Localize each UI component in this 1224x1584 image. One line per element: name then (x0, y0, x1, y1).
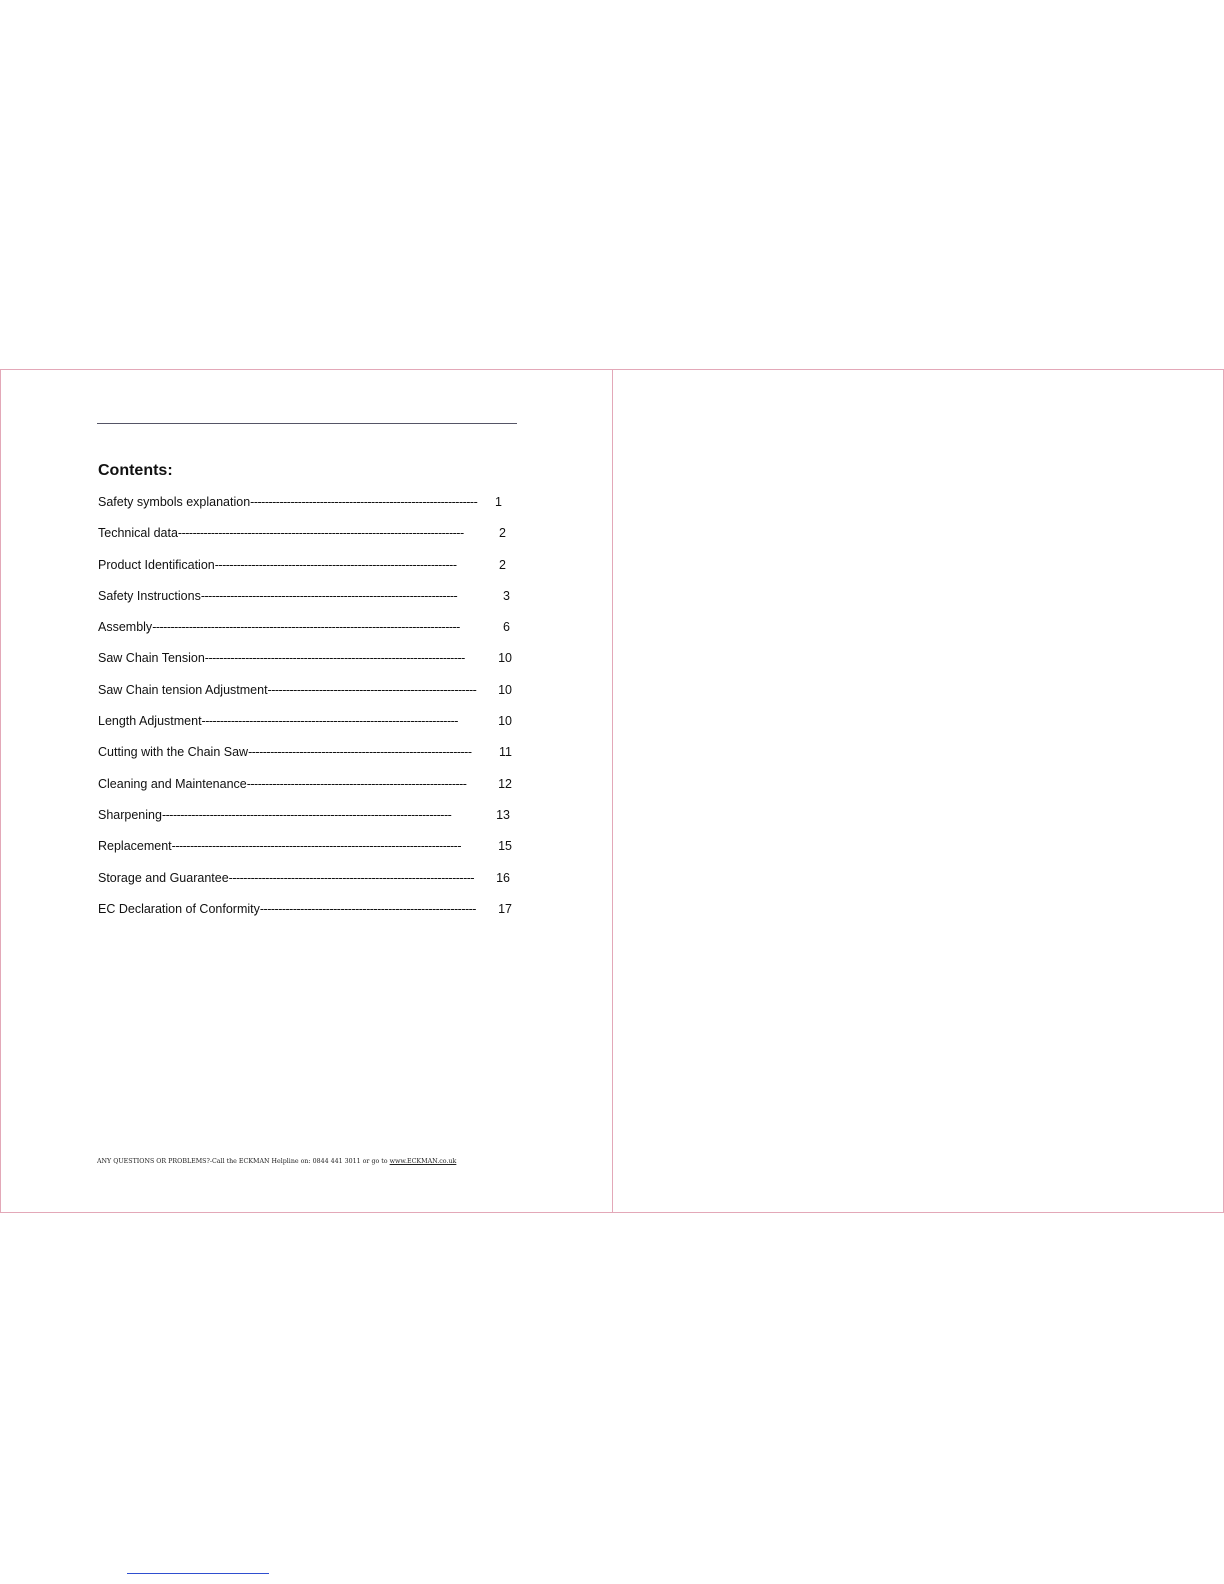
toc-entry-title: Assembly (98, 620, 153, 635)
toc-entry (98, 494, 502, 525)
toc-entry-page-number: 12 (498, 776, 512, 791)
left-page (0, 369, 613, 1213)
toc-entry-title: EC Declaration of Conformity (98, 901, 260, 916)
toc-entry-leader: -------------------------------------------------------------- (250, 495, 478, 509)
toc-entry (98, 744, 512, 775)
toc-entry-title: Saw Chain Tension (98, 651, 205, 666)
toc-entry (98, 525, 506, 556)
toc-entry-page-number: 16 (496, 870, 510, 885)
toc-entry-leader: ---------------------------------------------------------------------- (200, 588, 458, 603)
toc-entry (98, 807, 510, 838)
toc-entry-leader: ------------------------------------------------------------------------------------ (152, 620, 460, 635)
toc-entry-title: Saw Chain tension Adjustment (98, 682, 268, 697)
toc-entry-leader: ------------------------------------------------------------------------------- (161, 807, 452, 822)
contents-title: Contents: (98, 462, 173, 479)
toc-entry (98, 557, 506, 588)
toc-entry-leader: ------------------------------------------------------------------------------- (171, 839, 462, 854)
helpline-website-link[interactable]: www.ECKMAN.co.uk (389, 1158, 457, 1165)
toc-entry-title: Storage and Guarantee (98, 870, 229, 885)
toc-entry (98, 713, 512, 744)
toc-entry-leader: ------------------------------------------------------------------- (228, 870, 475, 885)
helpline-footer (97, 1157, 456, 1166)
toc-entry (98, 870, 510, 901)
toc-entry-title: Technical data (98, 526, 178, 541)
toc-entry (98, 682, 512, 713)
toc-entry-leader: ----------------------------------------------------------------------- (204, 651, 465, 666)
toc-entry-leader: ------------------------------------------------------------ (246, 776, 467, 791)
page-spread (0, 369, 1224, 1215)
table-of-contents (98, 494, 512, 932)
toc-entry (98, 619, 510, 650)
toc-entry-title: Length Adjustment (98, 714, 202, 729)
toc-entry-page-number: 17 (498, 901, 512, 916)
toc-entry-page-number: 10 (498, 651, 512, 666)
toc-entry-title: Safety symbols explanation (98, 495, 251, 509)
toc-entry-leader: --------------------------------------------------------- (267, 682, 477, 697)
toc-entry-leader: ---------------------------------------------------------------------- (201, 714, 458, 729)
toc-entry-leader: ------------------------------------------------------------------------------ (177, 526, 464, 541)
toc-entry (98, 776, 512, 807)
toc-entry-leader: ------------------------------------------------------------- (248, 745, 472, 760)
toc-entry-leader: ------------------------------------------------------------------ (214, 557, 457, 572)
toc-entry-page-number: 10 (498, 714, 512, 729)
helpline-text: ANY QUESTIONS OR PROBLEMS?-Call the ECKMAN Helpline on: 0844 441 3011 or go to (97, 1158, 390, 1165)
toc-entry-title: Cutting with the Chain Saw (98, 745, 249, 760)
toc-entry-page-number: 15 (498, 839, 512, 854)
toc-entry-title: Cleaning and Maintenance (98, 776, 247, 791)
toc-entry-page-number: 3 (503, 588, 510, 603)
toc-entry (98, 901, 512, 932)
toc-entry-title: Sharpening (98, 807, 162, 822)
toc-entry-page-number: 11 (499, 745, 512, 760)
right-page (612, 369, 1224, 1213)
toc-entry-title: Product Identification (98, 557, 215, 572)
toc-entry-page-number: 6 (503, 620, 510, 635)
toc-entry-page-number: 2 (499, 526, 506, 541)
toc-entry-page-number: 10 (498, 682, 512, 697)
toc-entry-title: Safety Instructions (98, 588, 201, 603)
toc-entry-leader: ----------------------------------------------------------- (259, 901, 476, 916)
toc-entry (98, 838, 512, 869)
toc-entry (98, 650, 512, 681)
toc-entry (98, 588, 510, 619)
toc-entry-page-number: 13 (496, 807, 510, 822)
toc-entry-page-number: 1 (495, 495, 502, 509)
toc-entry-title: Replacement (98, 839, 172, 854)
header-rule (97, 423, 517, 424)
toc-entry-page-number: 2 (499, 557, 506, 572)
link-underline (127, 1573, 269, 1574)
